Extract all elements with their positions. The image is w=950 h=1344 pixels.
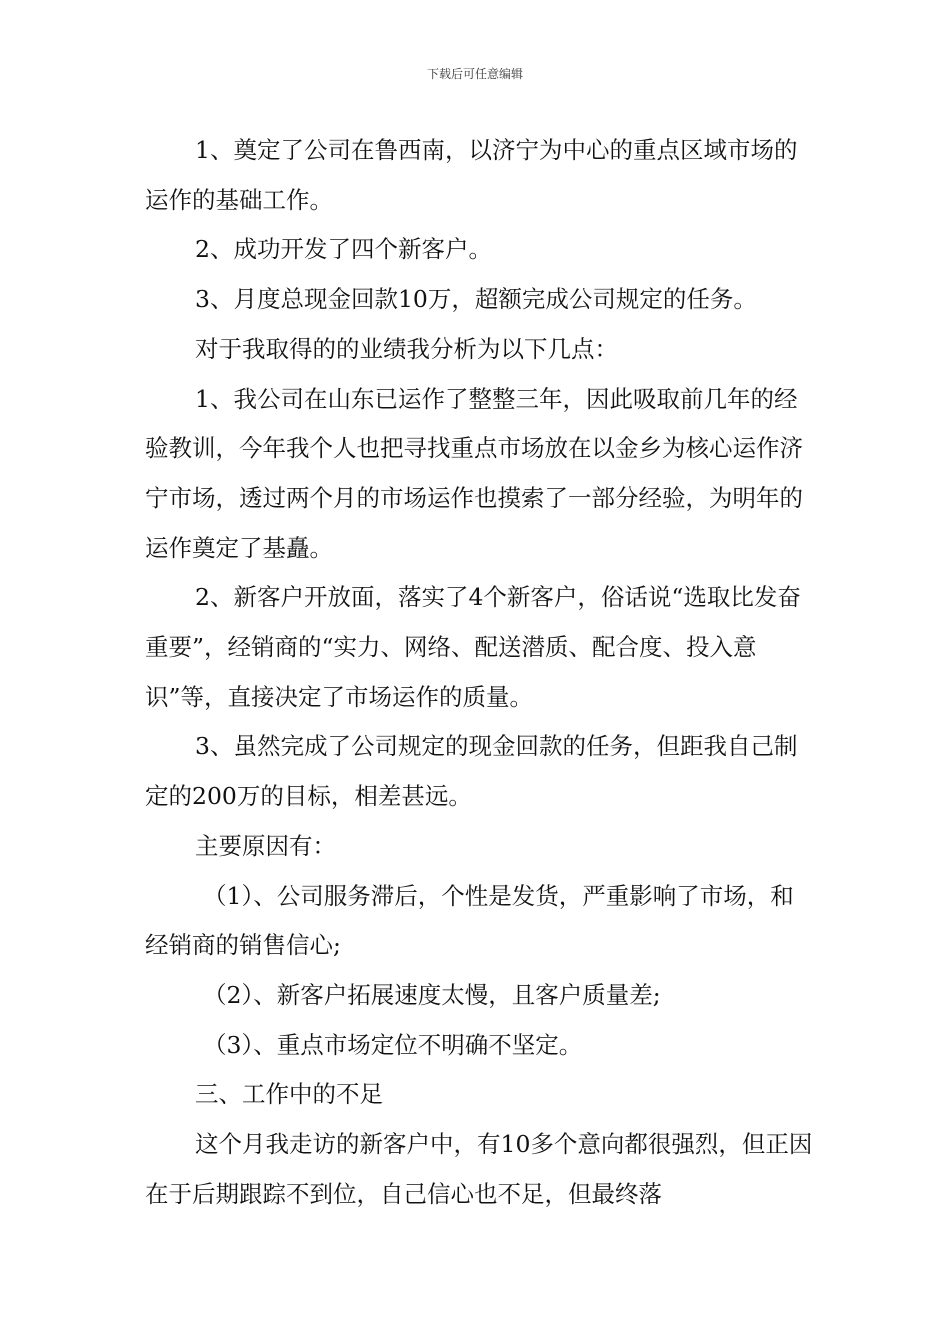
- paragraph: 这个月我走访的新客户中，有10多个意向都很强烈，但正因在于后期跟踪不到位，自己信心也不足，但最终落: [145, 1130, 813, 1208]
- paragraph: 2、新客户开放面，落实了4个新客户，俗话说“选取比发奋重要”，经销商的“实力、网络、配送潜质、配合度、投入意识”等，直接决定了市场运作的质量。: [145, 583, 801, 711]
- paragraph: 三、工作中的不足: [195, 1080, 383, 1109]
- paragraph: （1）、公司服务滞后，个性是发货，严重影响了市场，和经销商的销售信心;: [145, 881, 794, 960]
- paragraph: 对于我取得的的业绩我分析为以下几点：: [195, 334, 618, 363]
- paragraph: 1、奠定了公司在鲁西南，以济宁为中心的重点区域市场的运作的基础工作。: [145, 136, 798, 214]
- paragraph: 主要原因有：: [195, 831, 336, 860]
- paragraph: 3、虽然完成了公司规定的现金回款的任务，但距我自己制定的200万的目标，相差甚远。: [145, 732, 798, 811]
- paragraph: （2）、新客户拓展速度太慢，且客户质量差;: [203, 980, 661, 1009]
- document-body: [145, 126, 815, 1219]
- page-header: 下载后可任意编辑: [426, 67, 523, 81]
- paragraph: （3）、重点市场定位不明确不坚定。: [203, 1030, 583, 1059]
- paragraph: 3、月度总现金回款10万，超额完成公司规定的任务。: [195, 285, 757, 314]
- paragraph: 2、成功开发了四个新客户。: [195, 235, 492, 264]
- paragraph: 1、我公司在山东已运作了整整三年，因此吸取前几年的经验教训，今年我个人也把寻找重点市场放在以金乡为核心运作济宁市场，透过两个月的市场运作也摸索了一部分经验，为明年的运作奠定了基矗。: [145, 384, 803, 562]
